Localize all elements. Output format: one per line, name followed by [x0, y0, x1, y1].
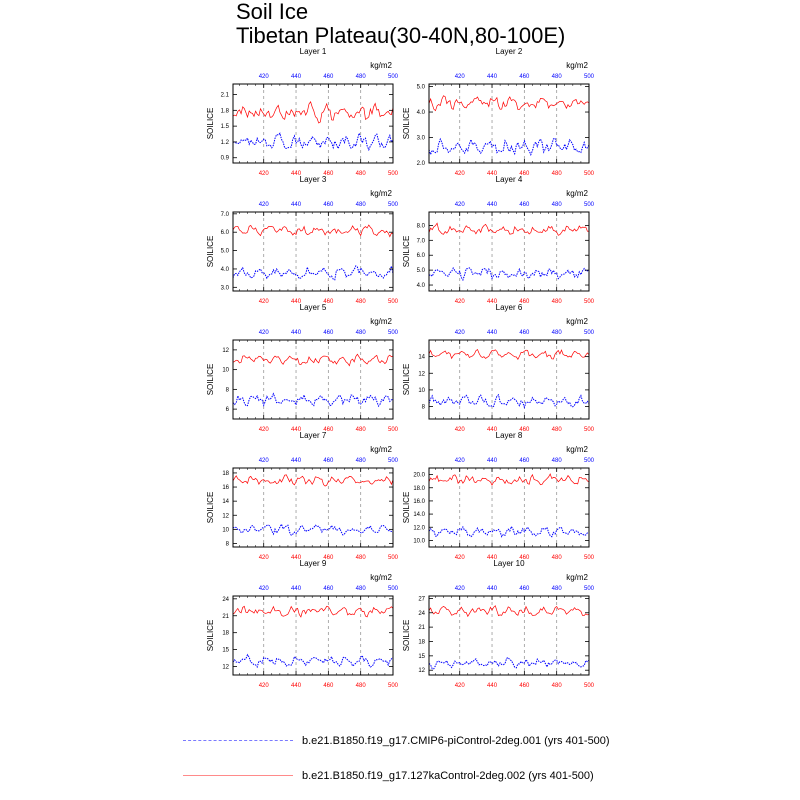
y-axis-label: SOILICE [402, 363, 411, 396]
x-tick-label-bottom: 460 [323, 555, 334, 561]
y-tick-label: 12.0 [413, 525, 425, 532]
x-tick-label-bottom: 460 [323, 171, 334, 177]
units-label: kg/m2 [370, 61, 392, 70]
units-label: kg/m2 [370, 317, 392, 326]
units-label: kg/m2 [370, 573, 392, 582]
x-tick-label-top: 440 [291, 330, 302, 336]
x-tick-label-bottom: 440 [291, 171, 302, 177]
x-tick-label-top: 460 [323, 586, 334, 592]
x-tick-label-top: 500 [387, 74, 399, 80]
y-tick-label: 24 [222, 596, 229, 603]
x-tick-label-top: 420 [258, 330, 269, 336]
legend-entry-red [183, 768, 663, 784]
x-tick-label-top: 420 [454, 74, 465, 80]
x-tick-label-top: 440 [487, 586, 498, 592]
units-label: kg/m2 [566, 189, 588, 198]
y-tick-label: 5.0 [416, 84, 425, 91]
y-tick-label: 24 [418, 610, 425, 617]
x-tick-label-top: 500 [583, 458, 595, 464]
units-label: kg/m2 [566, 317, 588, 326]
series-line-piControl [429, 395, 589, 408]
x-tick-label-top: 420 [454, 586, 465, 592]
x-tick-label-bottom: 420 [258, 299, 269, 305]
y-tick-label: 21 [222, 613, 229, 620]
series-line-piControl [429, 138, 589, 155]
panel-title: Layer 7 [299, 431, 327, 440]
x-tick-label-top: 440 [487, 202, 498, 208]
y-tick-label: 4.0 [220, 266, 229, 273]
x-tick-label-bottom: 420 [258, 427, 269, 433]
x-tick-label-top: 440 [487, 330, 498, 336]
y-tick-label: 12 [418, 668, 425, 675]
y-tick-label: 21 [418, 625, 425, 632]
y-tick-label: 14 [222, 499, 229, 506]
y-tick-label: 1.5 [220, 124, 229, 131]
y-tick-label: 8 [421, 404, 425, 411]
y-tick-label: 3.0 [416, 135, 425, 142]
x-tick-label-top: 460 [519, 202, 530, 208]
x-tick-label-bottom: 460 [323, 299, 334, 305]
x-tick-label-top: 500 [387, 202, 399, 208]
series-line-127ka [429, 606, 589, 617]
y-tick-label: 4.0 [416, 110, 425, 117]
x-tick-label-top: 480 [551, 586, 562, 592]
x-tick-label-bottom: 460 [323, 427, 334, 433]
series-line-127ka [429, 96, 589, 111]
x-tick-label-top: 420 [258, 202, 269, 208]
x-tick-label-bottom: 440 [487, 427, 498, 433]
panel-title: Layer 4 [495, 175, 523, 184]
x-tick-label-bottom: 440 [291, 427, 302, 433]
series-line-piControl [233, 133, 393, 150]
y-axis-label: SOILICE [206, 363, 215, 396]
y-tick-label: 16.0 [413, 498, 425, 505]
y-tick-label: 18 [418, 639, 425, 646]
y-tick-label: 5.0 [220, 248, 229, 255]
series-line-piControl [429, 527, 589, 537]
x-tick-label-top: 440 [291, 458, 302, 464]
y-tick-label: 7.0 [416, 238, 425, 245]
x-tick-label-bottom: 500 [583, 299, 595, 305]
panel-title: Layer 8 [495, 431, 523, 440]
x-tick-label-top: 500 [387, 458, 399, 464]
x-tick-label-bottom: 500 [583, 555, 595, 561]
x-tick-label-top: 460 [323, 202, 334, 208]
x-tick-label-bottom: 420 [258, 555, 269, 561]
legend-label-red: b.e21.B1850.f19_g17.127kaControl-2deg.002 (yrs 401-500) [302, 770, 594, 782]
x-tick-label-bottom: 440 [487, 299, 498, 305]
y-tick-label: 2.0 [416, 161, 425, 167]
x-tick-label-top: 500 [583, 330, 595, 336]
series-line-127ka [233, 225, 393, 237]
y-tick-label: 16 [222, 485, 229, 492]
panel-title: Layer 9 [299, 559, 327, 568]
x-tick-label-bottom: 500 [583, 427, 595, 433]
y-tick-label: 8 [225, 387, 229, 394]
y-tick-label: 12 [222, 513, 229, 520]
series-line-127ka [429, 223, 589, 235]
y-axis-label: SOILICE [206, 491, 215, 524]
x-tick-label-bottom: 460 [519, 299, 530, 305]
x-tick-label-bottom: 500 [387, 683, 399, 689]
x-tick-label-bottom: 500 [387, 555, 399, 561]
y-tick-label: 12 [418, 371, 425, 378]
panel-title: Layer 3 [299, 175, 327, 184]
x-tick-label-top: 460 [323, 458, 334, 464]
y-tick-label: 8.0 [416, 223, 425, 230]
x-tick-label-top: 480 [355, 330, 366, 336]
x-tick-label-top: 420 [454, 330, 465, 336]
x-tick-label-bottom: 460 [519, 683, 530, 689]
x-tick-label-top: 500 [583, 586, 595, 592]
y-tick-label: 15 [222, 647, 229, 654]
y-axis-label: SOILICE [402, 619, 411, 652]
units-label: kg/m2 [566, 573, 588, 582]
chart-subtitle: Tibetan Plateau(30-40N,80-100E) [236, 23, 566, 48]
x-tick-label-bottom: 460 [519, 555, 530, 561]
y-tick-label: 10 [222, 527, 229, 534]
x-tick-label-bottom: 420 [454, 171, 465, 177]
x-tick-label-top: 420 [454, 458, 465, 464]
y-tick-label: 27 [418, 596, 425, 603]
x-tick-label-top: 480 [355, 586, 366, 592]
x-tick-label-top: 460 [323, 74, 334, 80]
x-tick-label-bottom: 440 [291, 683, 302, 689]
y-tick-label: 3.0 [220, 285, 229, 292]
series-line-127ka [429, 474, 589, 485]
legend-blue-dashed-line [183, 740, 293, 741]
units-label: kg/m2 [566, 61, 588, 70]
y-tick-label: 10 [418, 387, 425, 394]
y-axis-label: SOILICE [402, 107, 411, 140]
x-tick-label-bottom: 500 [387, 299, 399, 305]
x-tick-label-top: 480 [551, 330, 562, 336]
series-line-127ka [233, 354, 393, 365]
y-tick-label: 6 [225, 407, 229, 414]
x-tick-label-bottom: 420 [258, 171, 269, 177]
x-tick-label-bottom: 420 [454, 427, 465, 433]
x-tick-label-bottom: 480 [551, 299, 562, 305]
x-tick-label-top: 480 [355, 458, 366, 464]
x-tick-label-top: 500 [387, 586, 399, 592]
x-tick-label-top: 460 [519, 74, 530, 80]
legend-entry-blue [183, 733, 663, 749]
series-line-127ka [233, 102, 393, 123]
x-tick-label-bottom: 480 [551, 427, 562, 433]
series-line-piControl [429, 268, 589, 280]
y-tick-label: 18.0 [413, 485, 425, 492]
plot-frame [429, 84, 589, 163]
y-tick-label: 1.8 [220, 108, 229, 115]
y-tick-label: 6.0 [416, 253, 425, 260]
x-tick-label-top: 440 [291, 74, 302, 80]
x-tick-label-top: 440 [291, 586, 302, 592]
y-tick-label: 6.0 [220, 230, 229, 237]
y-tick-label: 12 [222, 347, 229, 354]
x-tick-label-bottom: 480 [551, 555, 562, 561]
x-tick-label-bottom: 480 [551, 683, 562, 689]
y-axis-label: SOILICE [402, 235, 411, 268]
x-tick-label-bottom: 420 [454, 299, 465, 305]
x-tick-label-top: 460 [519, 458, 530, 464]
x-tick-label-bottom: 480 [355, 299, 366, 305]
x-tick-label-bottom: 440 [487, 683, 498, 689]
x-tick-label-bottom: 420 [454, 683, 465, 689]
y-tick-label: 15 [418, 653, 425, 660]
x-tick-label-bottom: 460 [519, 427, 530, 433]
y-tick-label: 5.0 [416, 268, 425, 275]
y-tick-label: 0.9 [220, 155, 229, 162]
x-tick-label-bottom: 440 [487, 555, 498, 561]
x-tick-label-top: 440 [291, 202, 302, 208]
x-tick-label-top: 420 [258, 458, 269, 464]
x-tick-label-top: 480 [551, 458, 562, 464]
x-tick-label-bottom: 480 [355, 555, 366, 561]
y-tick-label: 1.2 [220, 139, 229, 146]
x-tick-label-bottom: 440 [291, 299, 302, 305]
x-tick-label-top: 420 [258, 74, 269, 80]
plot-frame [233, 340, 393, 419]
series-line-127ka [233, 475, 393, 486]
y-tick-label: 14 [418, 354, 425, 361]
y-axis-label: SOILICE [402, 491, 411, 524]
y-tick-label: 4.0 [416, 283, 425, 290]
x-tick-label-top: 460 [519, 586, 530, 592]
y-tick-label: 20.0 [413, 472, 425, 479]
panel-title: Layer 6 [495, 303, 523, 312]
x-tick-label-top: 440 [487, 74, 498, 80]
y-tick-label: 10 [222, 367, 229, 374]
y-tick-label: 18 [222, 470, 229, 477]
series-line-piControl [233, 394, 393, 406]
x-tick-label-bottom: 500 [583, 683, 595, 689]
x-tick-label-top: 420 [454, 202, 465, 208]
y-tick-label: 7.0 [220, 211, 229, 218]
x-tick-label-bottom: 500 [387, 171, 399, 177]
x-tick-label-top: 480 [355, 202, 366, 208]
panel-title: Layer 2 [495, 47, 523, 56]
x-tick-label-bottom: 440 [291, 555, 302, 561]
series-line-piControl [233, 655, 393, 667]
plot-frame [429, 212, 589, 291]
x-tick-label-bottom: 420 [454, 555, 465, 561]
x-tick-label-bottom: 440 [487, 171, 498, 177]
series-line-127ka [429, 350, 589, 360]
plot-frame [429, 340, 589, 419]
x-tick-label-bottom: 460 [323, 683, 334, 689]
y-tick-label: 2.1 [220, 92, 229, 99]
x-tick-label-top: 420 [258, 586, 269, 592]
y-axis-label: SOILICE [206, 619, 215, 652]
x-tick-label-top: 480 [551, 202, 562, 208]
x-tick-label-top: 460 [519, 330, 530, 336]
legend-label-blue: b.e21.B1850.f19_g17.CMIP6-piControl-2deg.001 (yrs 401-500) [302, 735, 610, 747]
units-label: kg/m2 [370, 189, 392, 198]
x-tick-label-top: 500 [387, 330, 399, 336]
x-tick-label-bottom: 480 [355, 171, 366, 177]
series-line-piControl [429, 658, 589, 669]
x-tick-label-top: 440 [487, 458, 498, 464]
y-tick-label: 10.0 [413, 538, 425, 545]
panel-title: Layer 1 [299, 47, 327, 56]
y-axis-label: SOILICE [206, 235, 215, 268]
x-tick-label-top: 460 [323, 330, 334, 336]
plot-frame [233, 596, 393, 675]
y-tick-label: 14.0 [413, 512, 425, 519]
x-tick-label-top: 480 [551, 74, 562, 80]
chart-title: Soil Ice [236, 0, 309, 24]
y-tick-label: 18 [222, 630, 229, 637]
plot-frame [233, 84, 393, 163]
x-tick-label-bottom: 480 [551, 171, 562, 177]
x-tick-label-bottom: 480 [355, 683, 366, 689]
panel-title: Layer 5 [299, 303, 327, 312]
panel-title: Layer 10 [493, 559, 525, 568]
series-line-127ka [233, 606, 393, 617]
x-tick-label-bottom: 460 [519, 171, 530, 177]
x-tick-label-bottom: 500 [387, 427, 399, 433]
y-tick-label: 12 [222, 664, 229, 671]
x-tick-label-top: 480 [355, 74, 366, 80]
series-line-piControl [233, 524, 393, 535]
legend-red-solid-line [183, 775, 293, 776]
units-label: kg/m2 [566, 445, 588, 454]
x-tick-label-bottom: 480 [355, 427, 366, 433]
x-tick-label-bottom: 420 [258, 683, 269, 689]
y-axis-label: SOILICE [206, 107, 215, 140]
y-tick-label: 8 [225, 541, 229, 548]
series-line-piControl [233, 266, 393, 280]
plot-frame [233, 212, 393, 291]
x-tick-label-bottom: 500 [583, 171, 595, 177]
x-tick-label-top: 500 [583, 74, 595, 80]
units-label: kg/m2 [370, 445, 392, 454]
x-tick-label-top: 500 [583, 202, 595, 208]
